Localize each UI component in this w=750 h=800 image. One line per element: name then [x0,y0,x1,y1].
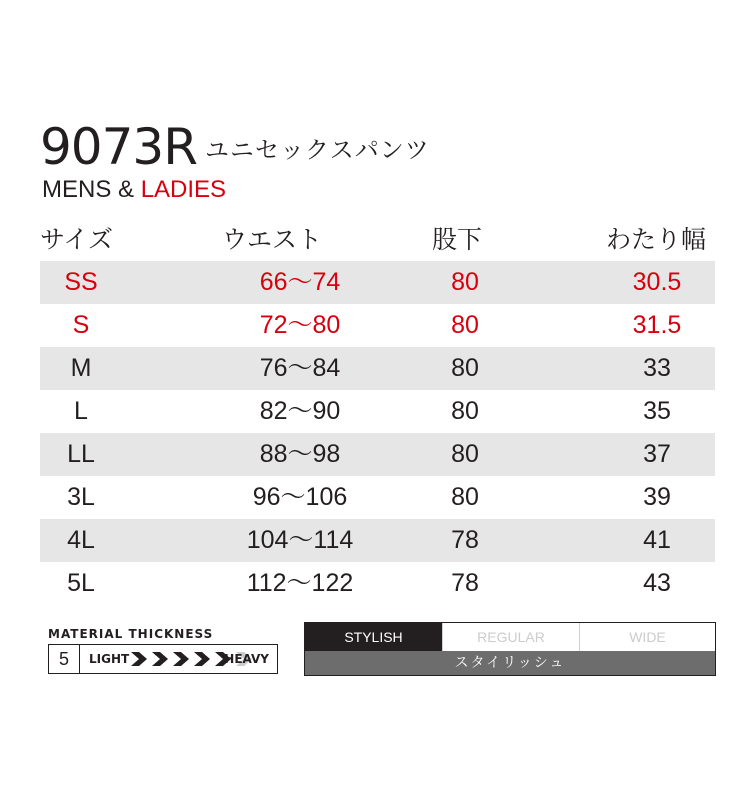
light-label: LIGHT [89,652,130,666]
product-name: ユニセックスパンツ [205,136,430,164]
table-row [40,347,715,390]
fit-selected-label: スタイリッシュ [305,651,715,675]
header-thigh-width: わたり幅 [606,225,707,254]
cell-thigh-width: 35 [643,397,671,425]
chevron-icon [131,652,147,666]
size-table [40,261,715,605]
table-row [40,433,715,476]
header-inseam: 股下 [432,225,483,254]
cell-thigh-width: 37 [643,440,671,468]
cell-thigh-width: 39 [643,483,671,511]
gender-label [42,176,226,204]
cell-thigh-width: 30.5 [632,268,682,296]
cell-size: M [70,354,92,382]
cell-waist: 104〜114 [246,526,354,554]
cell-inseam: 80 [451,440,479,468]
cell-thigh-width: 31.5 [632,311,682,339]
cell-thigh-width: 41 [643,526,671,554]
cell-size: SS [64,268,98,296]
cell-size: L [74,397,88,425]
header-waist: ウエスト [222,225,323,254]
heavy-label: HEAVY [224,652,269,666]
table-row [40,562,715,605]
material-thickness-scale [48,644,278,674]
cell-size: 3L [67,483,95,511]
table-header [0,222,750,258]
fit-option-wide: WIDE [579,623,715,651]
chevron-icon [194,652,210,666]
cell-inseam: 78 [451,526,479,554]
cell-waist: 96〜106 [252,483,348,511]
cell-waist: 66〜74 [259,268,341,296]
cell-inseam: 80 [451,268,479,296]
gender-ladies: LADIES [140,176,227,203]
fit-option-stylish: STYLISH [305,623,442,651]
gender-men: MENS & [42,176,141,203]
cell-waist: 82〜90 [259,397,341,425]
cell-size: 5L [67,569,95,597]
table-row [40,304,715,347]
cell-inseam: 80 [451,483,479,511]
thickness-value: 5 [49,645,80,673]
cell-waist: 112〜122 [246,569,354,597]
cell-waist: 76〜84 [259,354,341,382]
model-number: 9073R [40,118,197,176]
chevron-icon [152,652,168,666]
table-row [40,519,715,562]
cell-thigh-width: 33 [643,354,671,382]
cell-inseam: 80 [451,311,479,339]
cell-inseam: 80 [451,354,479,382]
material-thickness-title: MATERIAL THICKNESS [48,627,214,641]
cell-size: 4L [67,526,95,554]
fit-selector [304,622,716,676]
cell-size: LL [67,440,95,468]
cell-waist: 72〜80 [259,311,341,339]
cell-thigh-width: 43 [643,569,671,597]
table-row [40,261,715,304]
title-row [40,112,430,176]
cell-size: S [72,311,90,339]
table-row [40,476,715,519]
cell-inseam: 80 [451,397,479,425]
header-size: サイズ [40,225,114,254]
chevron-icon [173,652,189,666]
cell-inseam: 78 [451,569,479,597]
fit-option-regular: REGULAR [442,623,579,651]
cell-waist: 88〜98 [259,440,341,468]
table-row [40,390,715,433]
